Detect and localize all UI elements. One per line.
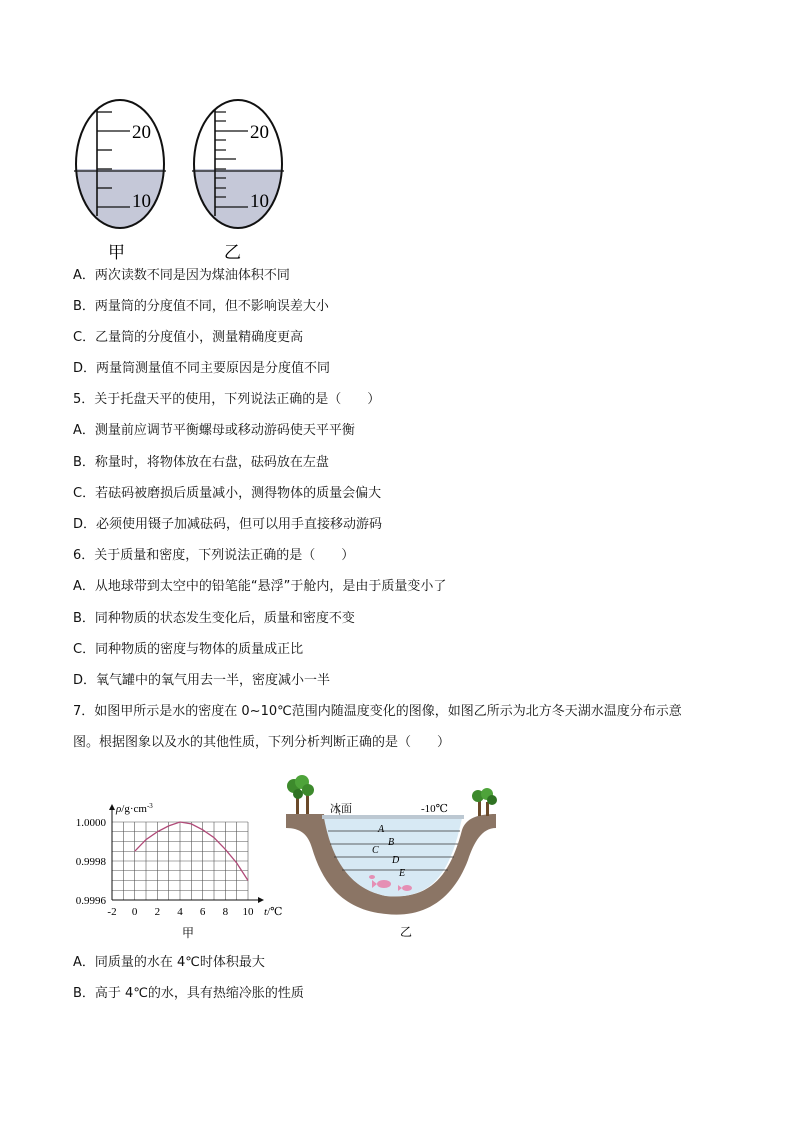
q7-stem-line2: 图。根据图象以及水的其他性质，下列分析判断正确的是（ ） xyxy=(73,735,451,750)
q6-option-b: B．同种物质的状态发生变化后，质量和密度不变 xyxy=(73,611,355,626)
y-axis-arrow xyxy=(109,804,115,810)
ice-label: 冰面 xyxy=(330,802,352,815)
q5-option-d: D．必须使用镊子加减砝码，但可以用手直接移动游码 xyxy=(73,517,383,532)
chart-caption: 甲 xyxy=(182,926,195,940)
chart-tick-labels xyxy=(76,817,254,918)
layer-b-label: B xyxy=(388,837,395,848)
q6-option-d: D．氧气罐中的氧气用去一半，密度减小一半 xyxy=(73,673,331,688)
cylinder-left-tick-20: 20 xyxy=(132,122,151,143)
x-axis-arrow xyxy=(258,897,264,903)
tree-icon xyxy=(472,788,497,816)
cylinder-left-caption: 甲 xyxy=(108,243,125,262)
q6-option-a: A．从地球带到太空中的铅笔能“悬浮”于舱内，是由于质量变小了 xyxy=(73,579,447,594)
tree-icon xyxy=(287,775,314,814)
q6-stem: 6．关于质量和密度，下列说法正确的是（ ） xyxy=(73,548,355,563)
q7-option-b: B．高于 4℃的水，具有热缩冷胀的性质 xyxy=(73,986,304,1001)
q5-option-b: B．称量时，将物体放在右盘，砝码放在左盘 xyxy=(73,455,329,470)
cylinder-right-tick-20: 20 xyxy=(250,122,269,143)
chart-ylabel: $\rho/g\cdot cm^{-3}$ xyxy=(116,802,153,815)
x-tick-label: 2 xyxy=(154,906,161,918)
y-tick-label: 0.9998 xyxy=(75,856,106,868)
layer-c-label: C xyxy=(372,845,379,856)
cylinder-right xyxy=(188,100,288,262)
cylinder-right-caption: 乙 xyxy=(224,243,241,262)
y-tick-label: 0.9996 xyxy=(75,895,106,907)
x-tick-label: 10 xyxy=(242,906,254,918)
x-tick-label: 0 xyxy=(131,906,138,918)
q4-option-c: C．乙量筒的分度值小，测量精确度更高 xyxy=(73,330,304,345)
q6-option-c: C．同种物质的密度与物体的质量成正比 xyxy=(73,642,304,657)
chart-axes xyxy=(109,804,264,903)
cylinder-left xyxy=(70,100,170,262)
cylinder-right-tick-10: 10 xyxy=(250,191,269,212)
layer-a-label: A xyxy=(378,824,385,835)
chart-grid xyxy=(112,822,248,900)
q7-option-a: A．同质量的水在 4℃时体积最大 xyxy=(73,955,265,970)
lake-diagram xyxy=(282,770,504,942)
lake-caption: 乙 xyxy=(400,925,413,939)
y-tick-label: 1.0000 xyxy=(75,817,106,829)
q5-option-c: C．若砝码被磨损后质量减小，测得物体的质量会偏大 xyxy=(73,486,382,501)
q5-stem: 5．关于托盘天平的使用，下列说法正确的是（ ） xyxy=(73,392,381,407)
x-tick-label: -2 xyxy=(107,906,117,918)
chart-xlabel: t/℃ xyxy=(264,906,283,918)
q7-stem-line1: 7．如图甲所示是水的密度在 0~10℃范围内随温度变化的图像，如图乙所示为北方冬天湖水温度分布示意 xyxy=(73,704,682,719)
q4-option-b: B．两量筒的分度值不同，但不影响误差大小 xyxy=(73,299,329,314)
x-tick-label: 4 xyxy=(177,906,183,918)
density-chart xyxy=(66,798,290,944)
x-tick-label: 8 xyxy=(222,906,229,918)
q5-option-a: A．测量前应调节平衡螺母或移动游码使天平平衡 xyxy=(73,423,355,438)
layer-e-label: E xyxy=(399,868,406,879)
air-temp-label: -10℃ xyxy=(421,803,448,815)
layer-d-label: D xyxy=(392,855,400,866)
x-tick-label: 6 xyxy=(199,906,206,918)
cylinder-left-tick-10: 10 xyxy=(132,191,151,212)
cylinders-figure xyxy=(70,98,300,263)
q4-option-d: D．两量筒测量值不同主要原因是分度值不同 xyxy=(73,361,331,376)
q4-option-a: A．两次读数不同是因为煤油体积不同 xyxy=(73,268,290,283)
